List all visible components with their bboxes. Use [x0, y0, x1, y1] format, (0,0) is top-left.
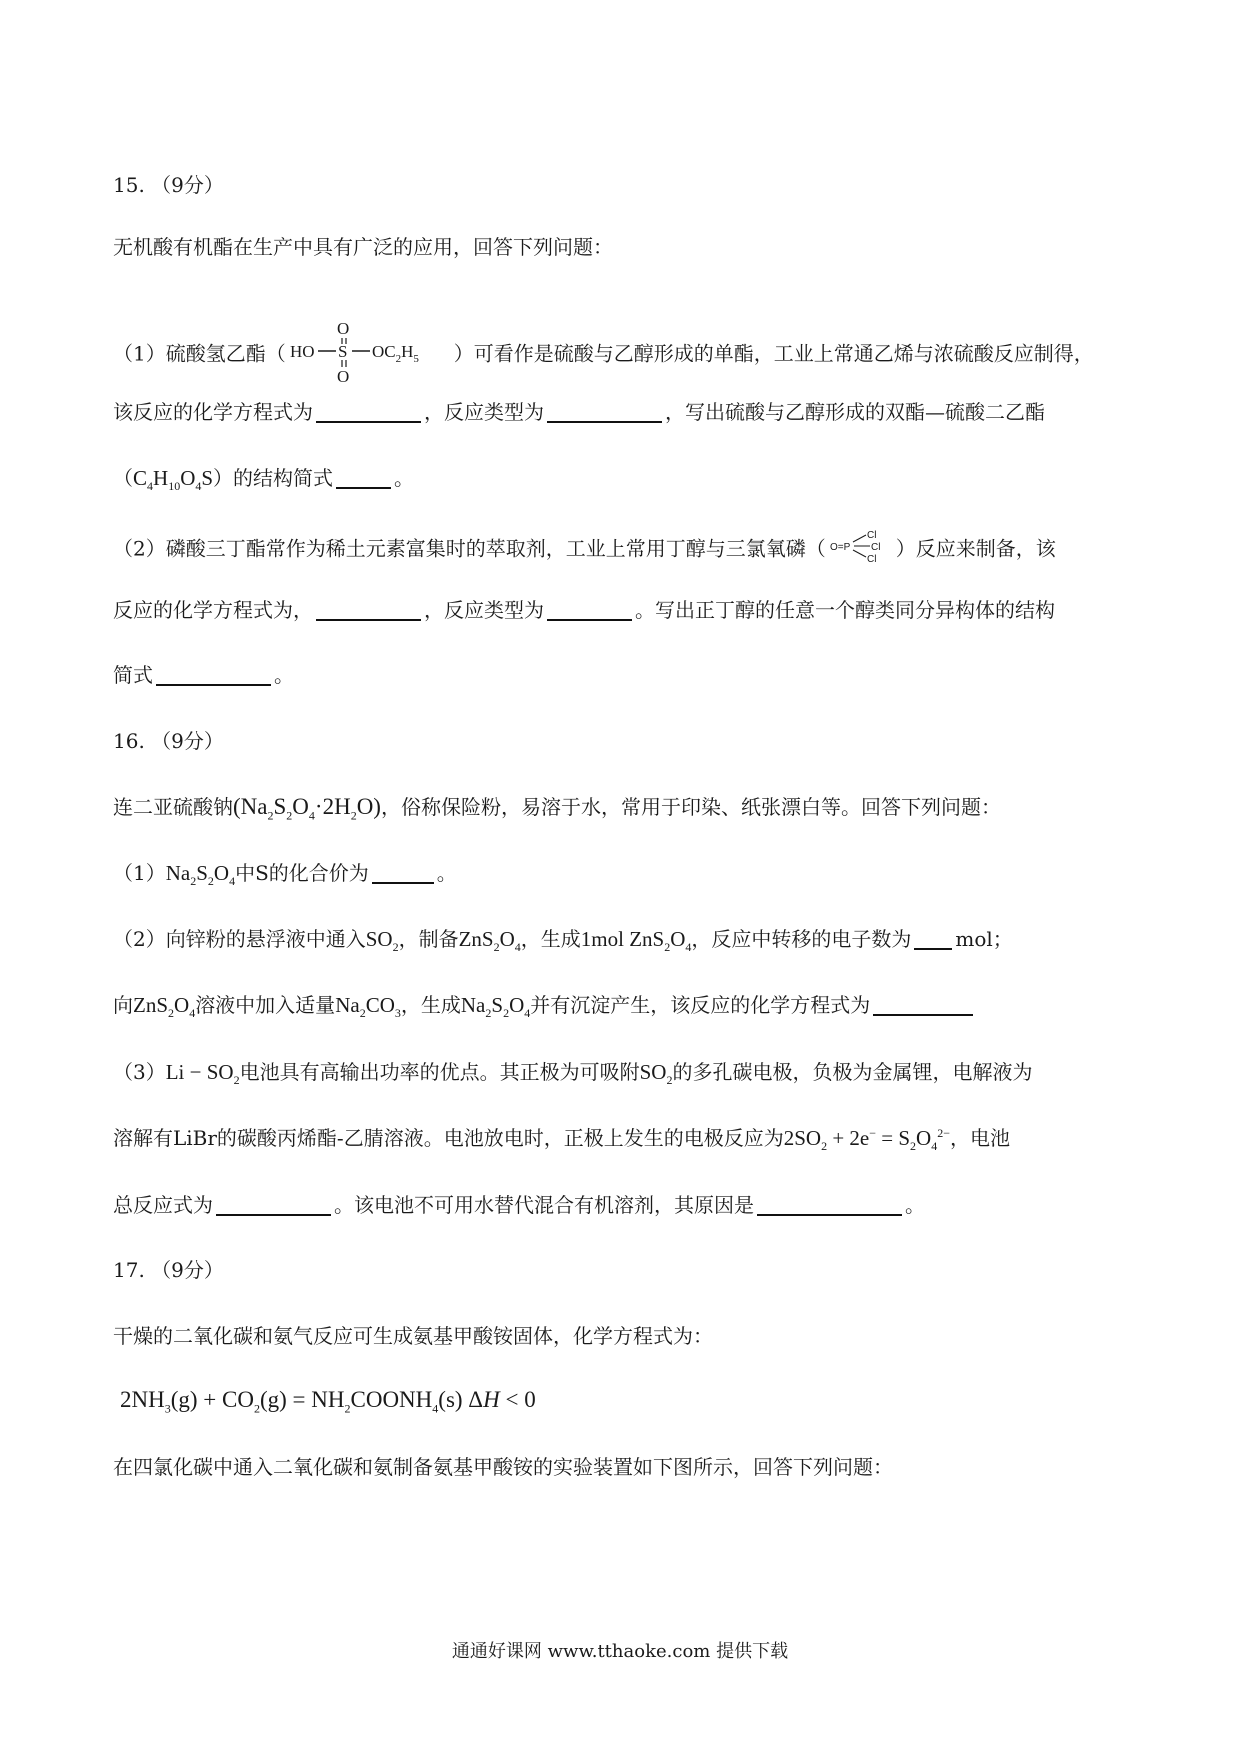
answer-blank[interactable] — [316, 399, 421, 423]
q17-equation: $2NH_3(g) + CO_2(g)$ = $NH_2COONH_4(s) \Delta H < 0$ — [120, 1387, 536, 1416]
answer-blank[interactable] — [316, 597, 421, 621]
svg-text:HO: HO — [289, 342, 315, 361]
answer-blank[interactable] — [873, 992, 973, 1016]
svg-text:Cl: Cl — [870, 542, 881, 553]
q16-p3-line3: 总反应式为 。该电池不可用水替代混合有机溶剂，其原因是 。 — [113, 1193, 925, 1217]
svg-text:O: O — [336, 367, 350, 386]
q17-last-line: 在四氯化碳中通入二氧化碳和氨制备氨基甲酸铵的实验装置如下图所示，回答下列问题： — [113, 1455, 893, 1479]
q16-intro: 连二亚硫酸钠$(Na_2S_2O_4\cdot 2H_2O)$，俗称保险粉，易溶于水，常用于印染、纸张漂白等。回答下列问题： — [113, 794, 1001, 823]
answer-blank[interactable] — [216, 1192, 331, 1216]
q16-p2-line2: 向$ZnS_2O_4$溶液中加入适量$Na_2CO_3$，生成$Na_2S_2O_4$并有沉淀产生，该反应的化学方程式为 — [113, 990, 976, 1020]
q15-p2-line1: （2）磷酸三丁酯常作为稀土元素富集时的萃取剂，工业上常用丁醇与三氯氧磷（ O=P Cl Cl Cl ）反应来制备，该 — [113, 529, 1056, 571]
q17-header: 17. （9分） — [113, 1258, 224, 1282]
phosphoryl-chloride-structure — [830, 529, 892, 571]
q15-p2-line3: 简式 。 — [113, 663, 294, 687]
svg-text:Cl: Cl — [866, 530, 877, 541]
answer-blank[interactable] — [547, 597, 632, 621]
q15-p1-line2: 该反应的化学方程式为 ，反应类型为 ，写出硫酸与乙醇形成的双酯—硫酸二乙酯 — [113, 400, 1045, 424]
q16-p3-line1: $(3)Li - SO_2$电池具有高输出功率的优点。其正极为可吸附$SO_2$的多孔碳电极，负极为金属锂，电解液为 — [113, 1060, 1033, 1088]
answer-blank[interactable] — [156, 662, 271, 686]
answer-blank[interactable] — [914, 926, 952, 950]
answer-blank[interactable] — [372, 860, 434, 884]
svg-text:Cl: Cl — [866, 554, 877, 563]
answer-blank[interactable] — [757, 1192, 902, 1216]
q16-p3-line2: 溶解有LiBr的碳酸丙烯酯-乙腈溶液。电池放电时，正极上发生的电极反应为$2SO_2 + 2e^- = S_2O_4^{2-}$，电池 — [113, 1126, 1010, 1154]
q16-p2-line1: （2）向锌粉的悬浮液中通入$SO_2$，制备$ZnS_2O_4$，生成1mol $ZnS_2O_4$，反应中转移的电子数为 mol； — [113, 927, 1013, 955]
answer-blank[interactable] — [547, 399, 662, 423]
svg-text:S: S — [337, 342, 348, 361]
q15-p2-line2: 反应的化学方程式为， ，反应类型为 。写出正丁醇的任意一个醇类同分异构体的结构 — [113, 598, 1055, 622]
q15-p1-line1: （1）硫酸氢乙酯（ HO S O O $OC_2H_5$ ）可看作是硫酸与乙醇形成的单酯，工业上常通乙烯与浓硫酸反应制得， — [113, 316, 1094, 394]
q17-intro: 干燥的二氧化碳和氨气反应可生成氨基甲酸铵固体，化学方程式为： — [113, 1324, 713, 1348]
q15-p1-line3: $(C_4H_{10}O_4S)$的结构简式 。 — [113, 466, 415, 494]
q16-p1: $(1)Na_2S_2O_4$中S的化合价为 。 — [113, 861, 457, 889]
q16-header: 16. （9分） — [113, 729, 224, 753]
svg-text:O: O — [336, 319, 350, 338]
q15-header: 15. （9分） — [113, 173, 224, 197]
ethyl-hydrogen-sulfate-structure — [290, 316, 450, 394]
svg-text:O=P: O=P — [829, 542, 851, 553]
svg-text:OC2H5: $OC_2H_5$ — [371, 342, 419, 365]
page-footer: 通通好课网 www.tthaoke.com 提供下载 — [451, 1641, 789, 1662]
answer-blank[interactable] — [336, 465, 391, 489]
q15-intro: 无机酸有机酯在生产中具有广泛的应用，回答下列问题： — [113, 235, 613, 259]
